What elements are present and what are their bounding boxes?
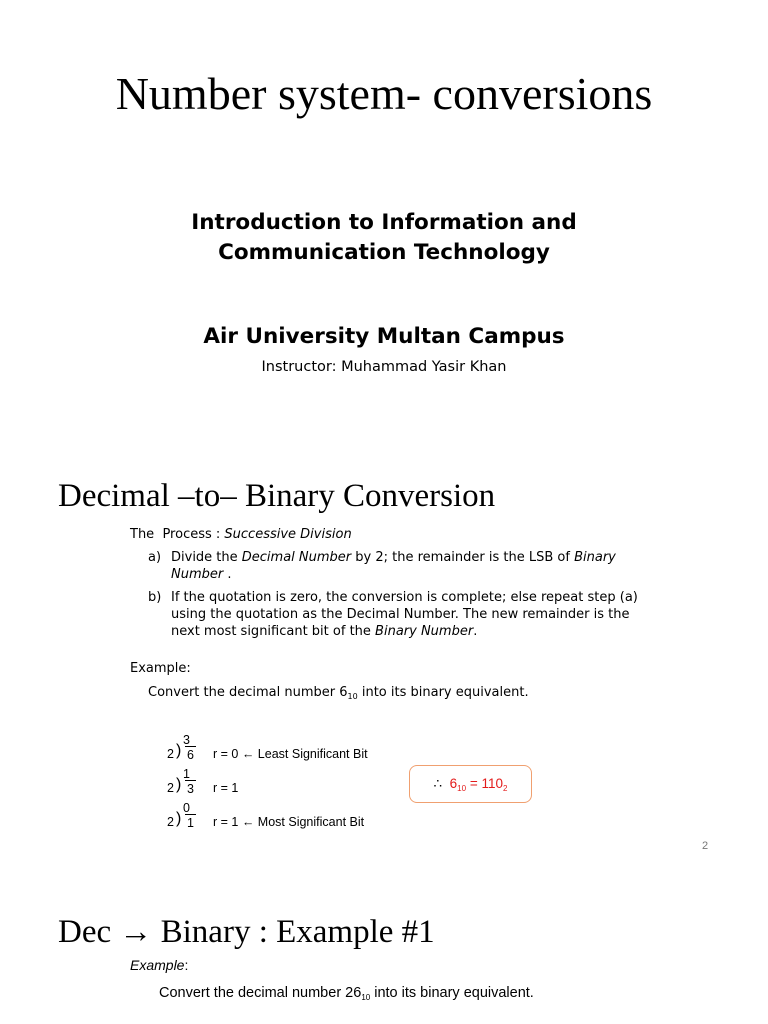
division-bracket: ) [176,742,182,759]
dividend: 1 [187,816,194,830]
step-text-part: If the quotation is zero, the conversion is complete; else repeat step (a) using the quotation as the Decimal Number. The new remainder is the next most significant bit of the [171,590,638,639]
example-label-text: Example [130,957,185,973]
section-title-decimal-to-binary: Decimal –to– Binary Conversion [58,478,496,514]
remainder-note: r = 1 ← Most Significant Bit [213,815,365,829]
example-label-colon: : [184,957,189,973]
step-marker: a) [148,550,162,565]
page-number: 2 [702,840,709,852]
step-a [148,549,648,583]
process-line [130,526,352,543]
dividend: 3 [187,782,194,796]
result-box [409,765,532,803]
remainder-note: r = 1 [213,781,239,795]
step-text-italic: Binary Number [171,550,616,582]
step-text [171,549,648,583]
example-text-suffix: into its binary equivalent. [370,985,534,1001]
campus-name: Air University Multan Campus [203,324,565,349]
division-bracket: ) [176,810,182,827]
process-prefix: The Process : [130,527,225,542]
divisor: 2 [167,747,174,761]
base-subscript: 10 [347,692,358,701]
step-text-part: . [223,567,232,582]
example-text-prefix: Convert the decimal number 26 [159,985,362,1001]
result-lhs-base: 10 [457,784,467,793]
quotient: 0 [183,801,190,815]
step-text-italic: Binary Number [375,624,474,639]
division-bracket: ) [176,776,182,793]
step-text-part: by 2; the remainder is the LSB of [351,550,575,565]
division-row [160,800,460,836]
result-rhs-base: 2 [503,784,508,793]
result-rhs: 110 [481,776,503,791]
quotient: 1 [183,767,190,781]
remainder-note: r = 0 ← Least Significant Bit [213,747,368,761]
step-text-part: Divide the [171,550,242,565]
example-label: Example: [130,661,191,676]
step-text-italic: Decimal Number [241,550,352,565]
example-text [159,985,534,1001]
result-lhs: 6 [449,776,458,791]
example-text-suffix: into its binary equivalent. [357,685,529,700]
base-subscript: 10 [361,993,371,1002]
quotient: 3 [183,733,190,747]
step-marker: b) [148,590,162,605]
instructor-name: Instructor: Muhammad Yasir Khan [261,359,507,375]
course-subtitle: Introduction to Information and Communication Technology [191,210,577,265]
divisor: 2 [167,815,174,829]
therefore-symbol: ∴ [433,776,443,791]
step-text-part: . [473,624,478,639]
slide-title: Number system- conversions [115,68,653,119]
divisor: 2 [167,781,174,795]
division-row [160,732,460,768]
example-text [148,684,529,702]
example-label [130,957,188,973]
step-text [171,589,648,640]
section-title-example-1: Dec → Binary : Example #1 [58,914,435,950]
step-b [148,589,648,640]
process-name: Successive Division [224,527,352,542]
example-text-prefix: Convert the decimal number 6 [148,685,348,700]
dividend: 6 [187,748,194,762]
result-equals: = [466,776,482,791]
